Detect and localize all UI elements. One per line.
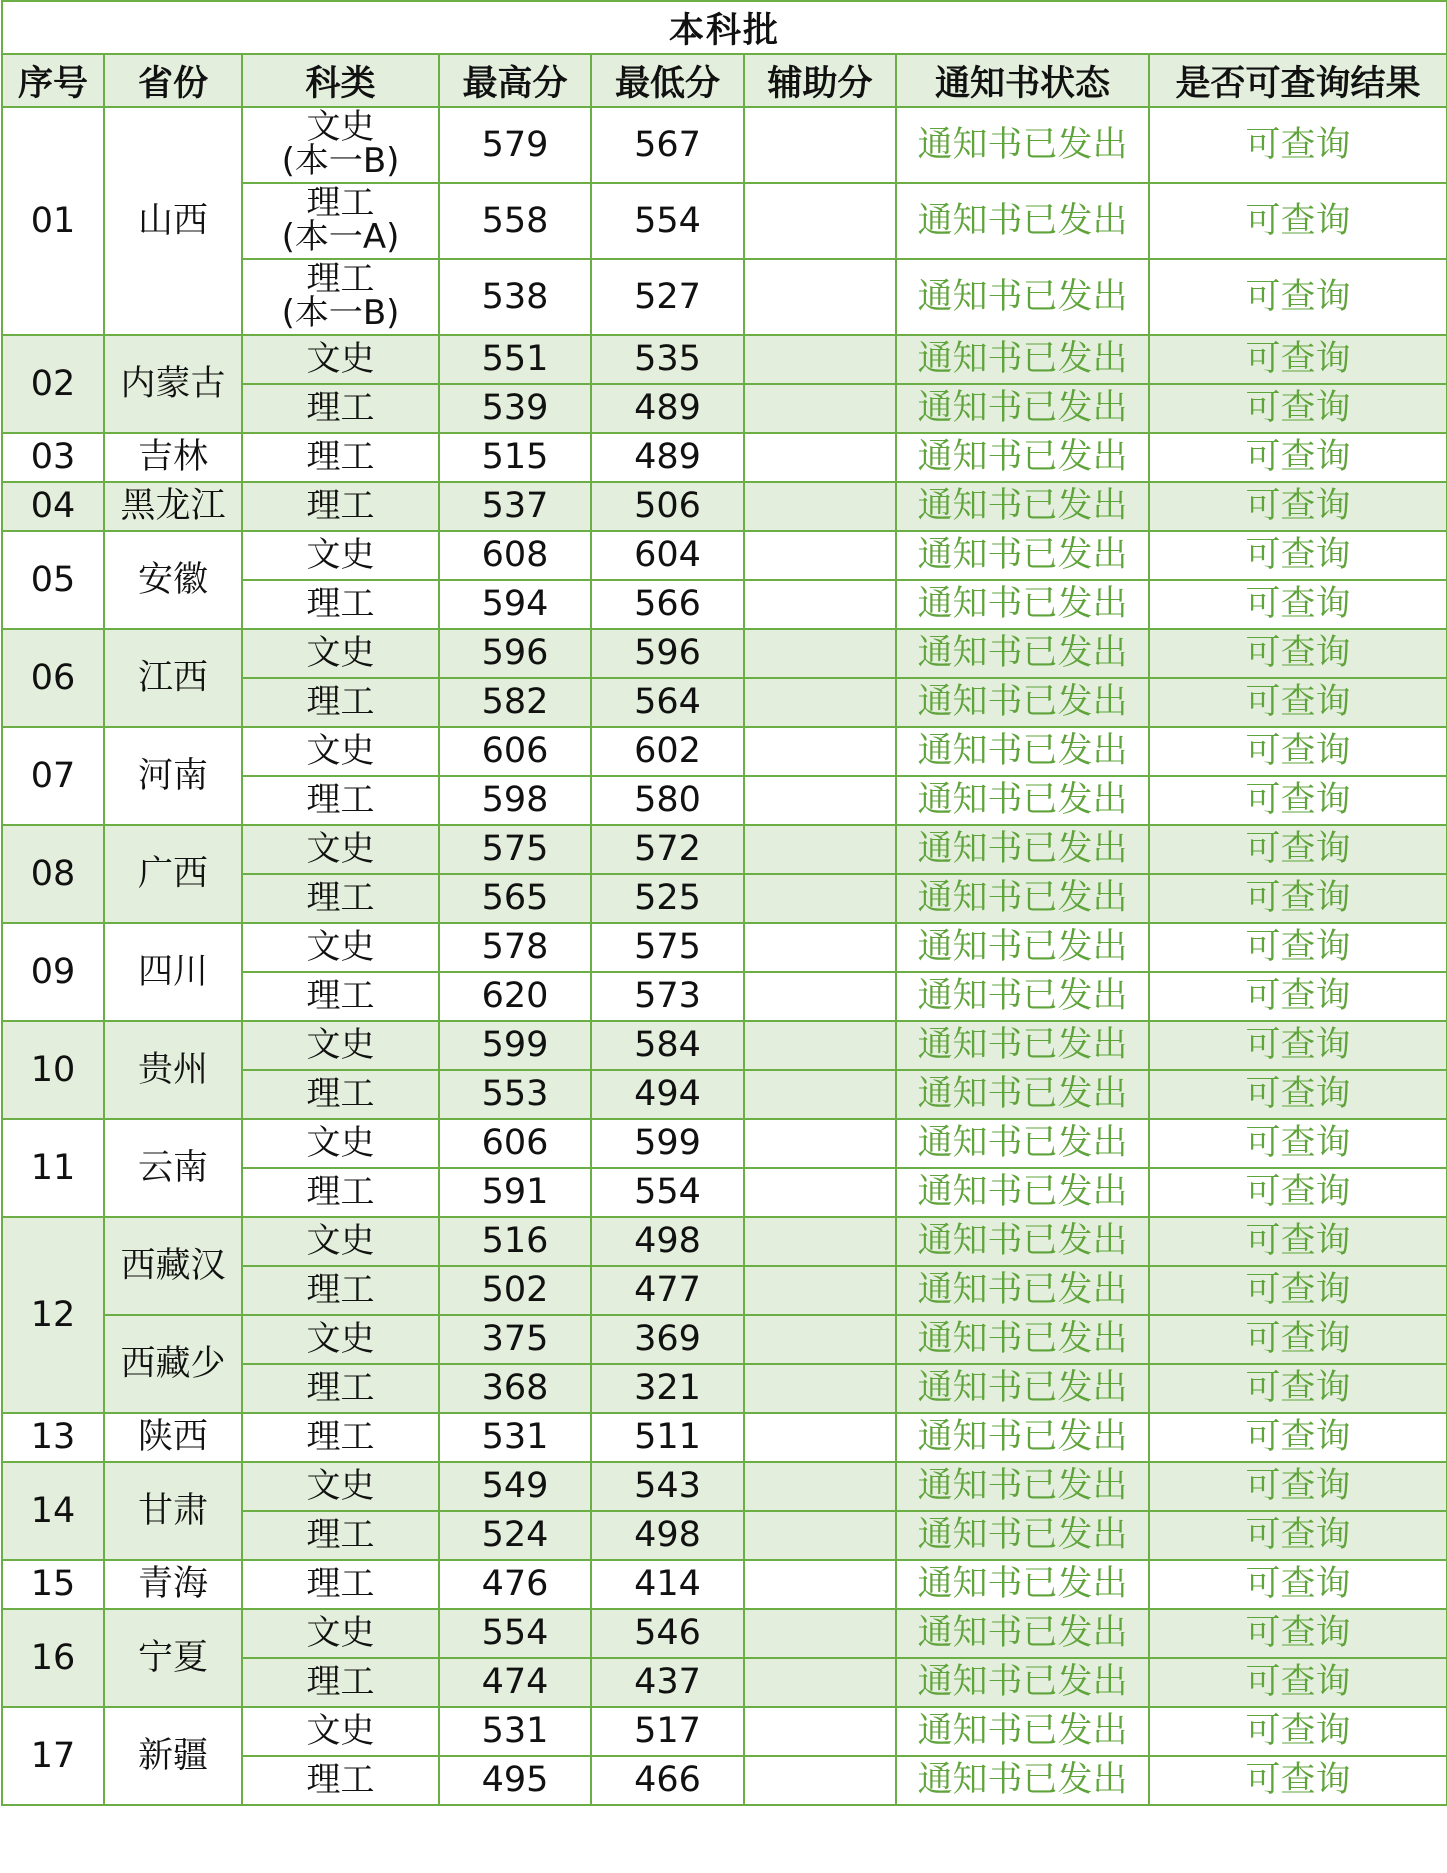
cell-max-score: 558 xyxy=(439,183,591,259)
table-row xyxy=(2,1413,1447,1462)
cell-max-score: 538 xyxy=(439,259,591,335)
subject-text: 文史 xyxy=(306,1711,375,1752)
cell-max-score: 495 xyxy=(439,1756,591,1805)
cell-no: 08 xyxy=(2,825,104,923)
cell-aux-score xyxy=(744,107,896,183)
cell-subject xyxy=(242,1462,439,1511)
cell-min-score: 602 xyxy=(591,727,744,776)
cell-max-score: 578 xyxy=(439,923,591,972)
cell-min-score: 572 xyxy=(591,825,744,874)
subject-text: 理工 (本一A) xyxy=(281,183,400,258)
cell-province: 江西 xyxy=(104,629,242,727)
cell-min-score: 543 xyxy=(591,1462,744,1511)
cell-query-result: 可查询 xyxy=(1149,531,1447,580)
cell-no: 14 xyxy=(2,1462,104,1560)
cell-province: 西藏汉 xyxy=(104,1217,242,1315)
cell-province: 黑龙江 xyxy=(104,482,242,531)
cell-province: 山西 xyxy=(104,107,242,335)
cell-aux-score xyxy=(744,183,896,259)
cell-subject xyxy=(242,1413,439,1462)
subject-text: 理工 (本一B) xyxy=(281,259,400,334)
cell-query-result: 可查询 xyxy=(1149,1217,1447,1266)
cell-no: 01 xyxy=(2,107,104,335)
cell-max-score: 554 xyxy=(439,1609,591,1658)
cell-min-score: 527 xyxy=(591,259,744,335)
cell-query-result: 可查询 xyxy=(1149,629,1447,678)
cell-notice-status: 通知书已发出 xyxy=(896,1070,1149,1119)
table-row xyxy=(2,531,1447,580)
cell-query-result: 可查询 xyxy=(1149,433,1447,482)
cell-subject xyxy=(242,259,439,335)
cell-subject xyxy=(242,776,439,825)
cell-subject xyxy=(242,1217,439,1266)
cell-notice-status: 通知书已发出 xyxy=(896,1119,1149,1168)
cell-subject xyxy=(242,629,439,678)
cell-query-result: 可查询 xyxy=(1149,1168,1447,1217)
cell-notice-status: 通知书已发出 xyxy=(896,923,1149,972)
cell-aux-score xyxy=(744,1217,896,1266)
cell-notice-status: 通知书已发出 xyxy=(896,776,1149,825)
cell-query-result: 可查询 xyxy=(1149,1413,1447,1462)
cell-notice-status: 通知书已发出 xyxy=(896,727,1149,776)
cell-min-score: 567 xyxy=(591,107,744,183)
cell-notice-status: 通知书已发出 xyxy=(896,1413,1149,1462)
cell-min-score: 489 xyxy=(591,384,744,433)
header-no: 序号 xyxy=(2,54,104,107)
cell-aux-score xyxy=(744,1413,896,1462)
cell-query-result: 可查询 xyxy=(1149,259,1447,335)
cell-aux-score xyxy=(744,1462,896,1511)
cell-notice-status: 通知书已发出 xyxy=(896,259,1149,335)
table-row xyxy=(2,1217,1447,1266)
cell-max-score: 582 xyxy=(439,678,591,727)
cell-min-score: 596 xyxy=(591,629,744,678)
cell-aux-score xyxy=(744,874,896,923)
cell-min-score: 466 xyxy=(591,1756,744,1805)
cell-notice-status: 通知书已发出 xyxy=(896,384,1149,433)
cell-aux-score xyxy=(744,1021,896,1070)
cell-notice-status: 通知书已发出 xyxy=(896,1168,1149,1217)
cell-max-score: 524 xyxy=(439,1511,591,1560)
cell-no: 06 xyxy=(2,629,104,727)
table-row xyxy=(2,1609,1447,1658)
cell-notice-status: 通知书已发出 xyxy=(896,1707,1149,1756)
cell-query-result: 可查询 xyxy=(1149,1560,1447,1609)
cell-subject xyxy=(242,874,439,923)
cell-aux-score xyxy=(744,1168,896,1217)
table-row xyxy=(2,335,1447,384)
cell-aux-score xyxy=(744,727,896,776)
cell-min-score: 489 xyxy=(591,433,744,482)
cell-min-score: 573 xyxy=(591,972,744,1021)
cell-subject xyxy=(242,727,439,776)
cell-aux-score xyxy=(744,1609,896,1658)
cell-query-result: 可查询 xyxy=(1149,1658,1447,1707)
header-subject: 科类 xyxy=(242,54,439,107)
cell-max-score: 476 xyxy=(439,1560,591,1609)
cell-max-score: 579 xyxy=(439,107,591,183)
cell-subject xyxy=(242,107,439,183)
cell-subject xyxy=(242,580,439,629)
cell-no: 04 xyxy=(2,482,104,531)
cell-province: 内蒙古 xyxy=(104,335,242,433)
table-row xyxy=(2,107,1447,183)
cell-aux-score xyxy=(744,825,896,874)
subject-text: 文史 xyxy=(306,1466,375,1507)
cell-aux-score xyxy=(744,259,896,335)
cell-max-score: 537 xyxy=(439,482,591,531)
cell-query-result: 可查询 xyxy=(1149,1364,1447,1413)
cell-no: 12 xyxy=(2,1217,104,1413)
subject-text: 文史 xyxy=(306,1025,375,1066)
cell-province: 河南 xyxy=(104,727,242,825)
cell-min-score: 321 xyxy=(591,1364,744,1413)
cell-query-result: 可查询 xyxy=(1149,1315,1447,1364)
cell-aux-score xyxy=(744,776,896,825)
cell-min-score: 506 xyxy=(591,482,744,531)
cell-notice-status: 通知书已发出 xyxy=(896,482,1149,531)
cell-max-score: 516 xyxy=(439,1217,591,1266)
table-row xyxy=(2,1707,1447,1756)
cell-query-result: 可查询 xyxy=(1149,183,1447,259)
cell-notice-status: 通知书已发出 xyxy=(896,1462,1149,1511)
header-province: 省份 xyxy=(104,54,242,107)
cell-aux-score xyxy=(744,1119,896,1168)
cell-query-result: 可查询 xyxy=(1149,1462,1447,1511)
table-row xyxy=(2,1021,1447,1070)
cell-max-score: 553 xyxy=(439,1070,591,1119)
cell-subject xyxy=(242,1658,439,1707)
cell-subject xyxy=(242,384,439,433)
cell-min-score: 511 xyxy=(591,1413,744,1462)
cell-subject xyxy=(242,1119,439,1168)
cell-subject xyxy=(242,923,439,972)
cell-no: 17 xyxy=(2,1707,104,1805)
cell-subject xyxy=(242,1021,439,1070)
subject-text: 理工 xyxy=(306,1417,375,1458)
cell-no: 13 xyxy=(2,1413,104,1462)
table-row xyxy=(2,1560,1447,1609)
cell-province: 安徽 xyxy=(104,531,242,629)
cell-max-score: 565 xyxy=(439,874,591,923)
cell-query-result: 可查询 xyxy=(1149,1609,1447,1658)
cell-max-score: 606 xyxy=(439,727,591,776)
cell-aux-score xyxy=(744,531,896,580)
cell-notice-status: 通知书已发出 xyxy=(896,1266,1149,1315)
cell-notice-status: 通知书已发出 xyxy=(896,580,1149,629)
cell-max-score: 539 xyxy=(439,384,591,433)
cell-query-result: 可查询 xyxy=(1149,1707,1447,1756)
subject-text: 理工 xyxy=(306,388,375,429)
subject-text: 文史 xyxy=(306,1123,375,1164)
cell-notice-status: 通知书已发出 xyxy=(896,825,1149,874)
cell-notice-status: 通知书已发出 xyxy=(896,1609,1149,1658)
cell-province: 陕西 xyxy=(104,1413,242,1462)
cell-subject xyxy=(242,1364,439,1413)
cell-aux-score xyxy=(744,433,896,482)
cell-notice-status: 通知书已发出 xyxy=(896,1756,1149,1805)
header-max-score: 最高分 xyxy=(439,54,591,107)
cell-min-score: 599 xyxy=(591,1119,744,1168)
cell-aux-score xyxy=(744,1070,896,1119)
cell-min-score: 564 xyxy=(591,678,744,727)
cell-subject xyxy=(242,678,439,727)
cell-aux-score xyxy=(744,1658,896,1707)
admission-score-table xyxy=(1,0,1447,1806)
cell-query-result: 可查询 xyxy=(1149,1266,1447,1315)
cell-min-score: 517 xyxy=(591,1707,744,1756)
cell-notice-status: 通知书已发出 xyxy=(896,1511,1149,1560)
cell-query-result: 可查询 xyxy=(1149,384,1447,433)
cell-no: 15 xyxy=(2,1560,104,1609)
cell-aux-score xyxy=(744,972,896,1021)
table-row xyxy=(2,482,1447,531)
table-caption: 本科批 xyxy=(2,1,1447,54)
cell-min-score: 414 xyxy=(591,1560,744,1609)
cell-min-score: 546 xyxy=(591,1609,744,1658)
cell-province: 贵州 xyxy=(104,1021,242,1119)
cell-province: 青海 xyxy=(104,1560,242,1609)
cell-min-score: 575 xyxy=(591,923,744,972)
cell-notice-status: 通知书已发出 xyxy=(896,972,1149,1021)
cell-min-score: 477 xyxy=(591,1266,744,1315)
cell-subject xyxy=(242,482,439,531)
cell-aux-score xyxy=(744,1756,896,1805)
subject-text: 理工 xyxy=(306,1270,375,1311)
header-aux-score: 辅助分 xyxy=(744,54,896,107)
cell-aux-score xyxy=(744,580,896,629)
cell-aux-score xyxy=(744,678,896,727)
cell-subject xyxy=(242,1756,439,1805)
subject-text: 理工 xyxy=(306,1760,375,1801)
subject-text: 理工 xyxy=(306,1564,375,1605)
cell-query-result: 可查询 xyxy=(1149,923,1447,972)
cell-notice-status: 通知书已发出 xyxy=(896,433,1149,482)
subject-text: 理工 xyxy=(306,878,375,919)
cell-min-score: 604 xyxy=(591,531,744,580)
cell-no: 05 xyxy=(2,531,104,629)
cell-subject xyxy=(242,335,439,384)
cell-subject xyxy=(242,433,439,482)
cell-min-score: 584 xyxy=(591,1021,744,1070)
header-row xyxy=(2,54,1447,107)
subject-text: 理工 xyxy=(306,1515,375,1556)
cell-query-result: 可查询 xyxy=(1149,482,1447,531)
cell-subject xyxy=(242,972,439,1021)
subject-text: 理工 xyxy=(306,486,375,527)
table-body xyxy=(2,107,1447,1805)
cell-min-score: 535 xyxy=(591,335,744,384)
cell-notice-status: 通知书已发出 xyxy=(896,678,1149,727)
cell-aux-score xyxy=(744,1560,896,1609)
cell-query-result: 可查询 xyxy=(1149,972,1447,1021)
cell-max-score: 599 xyxy=(439,1021,591,1070)
cell-no: 11 xyxy=(2,1119,104,1217)
cell-max-score: 606 xyxy=(439,1119,591,1168)
cell-query-result: 可查询 xyxy=(1149,1119,1447,1168)
cell-aux-score xyxy=(744,1315,896,1364)
cell-no: 16 xyxy=(2,1609,104,1707)
cell-min-score: 554 xyxy=(591,183,744,259)
cell-aux-score xyxy=(744,629,896,678)
cell-province: 西藏少 xyxy=(104,1315,242,1413)
cell-subject xyxy=(242,531,439,580)
cell-query-result: 可查询 xyxy=(1149,335,1447,384)
cell-notice-status: 通知书已发出 xyxy=(896,1217,1149,1266)
cell-min-score: 580 xyxy=(591,776,744,825)
cell-max-score: 531 xyxy=(439,1707,591,1756)
subject-text: 理工 xyxy=(306,1074,375,1115)
cell-subject xyxy=(242,1168,439,1217)
cell-query-result: 可查询 xyxy=(1149,1511,1447,1560)
subject-text: 理工 xyxy=(306,682,375,723)
cell-province: 云南 xyxy=(104,1119,242,1217)
cell-aux-score xyxy=(744,482,896,531)
cell-no: 09 xyxy=(2,923,104,1021)
table-row xyxy=(2,433,1447,482)
cell-province: 四川 xyxy=(104,923,242,1021)
subject-text: 文史 xyxy=(306,1613,375,1654)
cell-no: 02 xyxy=(2,335,104,433)
cell-max-score: 551 xyxy=(439,335,591,384)
subject-text: 理工 xyxy=(306,1662,375,1703)
subject-text: 理工 xyxy=(306,976,375,1017)
subject-text: 文史 xyxy=(306,1221,375,1262)
cell-no: 10 xyxy=(2,1021,104,1119)
cell-query-result: 可查询 xyxy=(1149,825,1447,874)
table-row xyxy=(2,629,1447,678)
cell-max-score: 620 xyxy=(439,972,591,1021)
cell-notice-status: 通知书已发出 xyxy=(896,629,1149,678)
cell-max-score: 596 xyxy=(439,629,591,678)
table-row xyxy=(2,727,1447,776)
cell-query-result: 可查询 xyxy=(1149,776,1447,825)
cell-max-score: 591 xyxy=(439,1168,591,1217)
cell-aux-score xyxy=(744,1364,896,1413)
cell-max-score: 549 xyxy=(439,1462,591,1511)
subject-text: 文史 xyxy=(306,339,375,380)
cell-province: 宁夏 xyxy=(104,1609,242,1707)
cell-query-result: 可查询 xyxy=(1149,1021,1447,1070)
cell-notice-status: 通知书已发出 xyxy=(896,1560,1149,1609)
subject-text: 理工 xyxy=(306,584,375,625)
cell-query-result: 可查询 xyxy=(1149,727,1447,776)
subject-text: 文史 xyxy=(306,927,375,968)
cell-notice-status: 通知书已发出 xyxy=(896,1658,1149,1707)
subject-text: 文史 xyxy=(306,829,375,870)
cell-aux-score xyxy=(744,384,896,433)
cell-aux-score xyxy=(744,335,896,384)
cell-min-score: 525 xyxy=(591,874,744,923)
subject-text: 理工 xyxy=(306,1368,375,1409)
cell-min-score: 554 xyxy=(591,1168,744,1217)
cell-aux-score xyxy=(744,923,896,972)
cell-no: 03 xyxy=(2,433,104,482)
cell-max-score: 375 xyxy=(439,1315,591,1364)
header-query-result: 是否可查询结果 xyxy=(1149,54,1447,107)
cell-subject xyxy=(242,1511,439,1560)
subject-text: 理工 xyxy=(306,437,375,478)
cell-notice-status: 通知书已发出 xyxy=(896,1364,1149,1413)
cell-subject xyxy=(242,1315,439,1364)
cell-subject xyxy=(242,825,439,874)
cell-province: 甘肃 xyxy=(104,1462,242,1560)
subject-text: 文史 (本一B) xyxy=(281,107,400,182)
cell-max-score: 594 xyxy=(439,580,591,629)
table-row xyxy=(2,923,1447,972)
cell-aux-score xyxy=(744,1266,896,1315)
cell-aux-score xyxy=(744,1511,896,1560)
table-row xyxy=(2,825,1447,874)
header-min-score: 最低分 xyxy=(591,54,744,107)
cell-max-score: 515 xyxy=(439,433,591,482)
cell-subject xyxy=(242,1707,439,1756)
cell-max-score: 368 xyxy=(439,1364,591,1413)
cell-notice-status: 通知书已发出 xyxy=(896,1315,1149,1364)
cell-province: 吉林 xyxy=(104,433,242,482)
cell-min-score: 437 xyxy=(591,1658,744,1707)
subject-text: 理工 xyxy=(306,1172,375,1213)
cell-query-result: 可查询 xyxy=(1149,580,1447,629)
cell-notice-status: 通知书已发出 xyxy=(896,1021,1149,1070)
cell-min-score: 494 xyxy=(591,1070,744,1119)
cell-query-result: 可查询 xyxy=(1149,874,1447,923)
cell-min-score: 566 xyxy=(591,580,744,629)
cell-min-score: 498 xyxy=(591,1217,744,1266)
cell-query-result: 可查询 xyxy=(1149,1756,1447,1805)
subject-text: 文史 xyxy=(306,535,375,576)
cell-query-result: 可查询 xyxy=(1149,678,1447,727)
table-row xyxy=(2,1119,1447,1168)
cell-query-result: 可查询 xyxy=(1149,107,1447,183)
cell-min-score: 498 xyxy=(591,1511,744,1560)
cell-max-score: 575 xyxy=(439,825,591,874)
cell-max-score: 502 xyxy=(439,1266,591,1315)
cell-notice-status: 通知书已发出 xyxy=(896,531,1149,580)
subject-text: 文史 xyxy=(306,1319,375,1360)
table-row xyxy=(2,1315,1447,1364)
cell-notice-status: 通知书已发出 xyxy=(896,107,1149,183)
subject-text: 理工 xyxy=(306,780,375,821)
cell-max-score: 474 xyxy=(439,1658,591,1707)
cell-min-score: 369 xyxy=(591,1315,744,1364)
subject-text: 文史 xyxy=(306,633,375,674)
cell-province: 广西 xyxy=(104,825,242,923)
cell-subject xyxy=(242,1266,439,1315)
cell-notice-status: 通知书已发出 xyxy=(896,335,1149,384)
subject-text: 文史 xyxy=(306,731,375,772)
cell-notice-status: 通知书已发出 xyxy=(896,183,1149,259)
cell-subject xyxy=(242,1070,439,1119)
cell-max-score: 531 xyxy=(439,1413,591,1462)
table-row xyxy=(2,1462,1447,1511)
cell-max-score: 598 xyxy=(439,776,591,825)
cell-no: 07 xyxy=(2,727,104,825)
cell-subject xyxy=(242,1560,439,1609)
cell-max-score: 608 xyxy=(439,531,591,580)
cell-province: 新疆 xyxy=(104,1707,242,1805)
cell-notice-status: 通知书已发出 xyxy=(896,874,1149,923)
cell-aux-score xyxy=(744,1707,896,1756)
cell-query-result: 可查询 xyxy=(1149,1070,1447,1119)
header-notice-status: 通知书状态 xyxy=(896,54,1149,107)
cell-subject xyxy=(242,183,439,259)
cell-subject xyxy=(242,1609,439,1658)
